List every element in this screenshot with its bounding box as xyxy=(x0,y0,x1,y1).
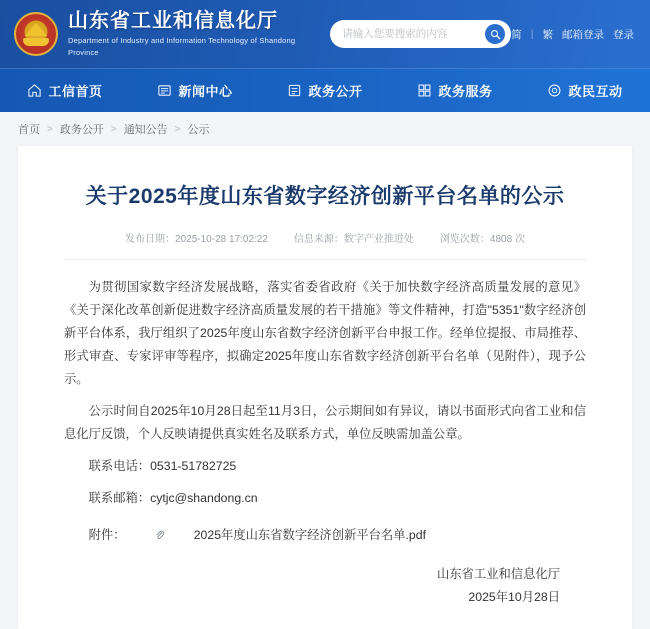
contact-email: 联系邮箱：cytjc@shandong.cn xyxy=(88,491,258,505)
lang-simplified-link[interactable]: 简 xyxy=(511,28,522,41)
attachment-link[interactable]: 2025年度山东省数字经济创新平台名单.pdf xyxy=(193,528,427,542)
news-icon xyxy=(157,83,172,98)
source-label: 信息来源： xyxy=(293,234,344,245)
source-value: 数字产业推进处 xyxy=(343,234,414,245)
views-value: 4808 xyxy=(489,234,513,245)
nav-item-news[interactable] xyxy=(130,69,260,112)
search-icon xyxy=(490,29,501,40)
breadcrumb-arrow-icon: > xyxy=(174,123,181,135)
article-paragraph: 公示时间自2025年10月28日起至11月3日，公示期间如有异议，请以书面形式向省工业和信息化厅反馈，个人反映请提供真实姓名及联系方式，单位反映需加盖公章。 xyxy=(64,404,586,441)
search-button[interactable] xyxy=(485,24,505,44)
signature-block xyxy=(64,563,586,609)
document-icon xyxy=(287,83,302,98)
publish-date-label: 发布日期： xyxy=(125,234,176,245)
nav-label: 工信首页 xyxy=(48,84,103,99)
views xyxy=(440,230,525,245)
breadcrumb xyxy=(0,112,650,146)
chat-icon xyxy=(547,83,562,98)
views-unit: 次 xyxy=(514,234,525,245)
nav-item-government-disclosure[interactable] xyxy=(260,69,390,112)
publish-date-value: 2025-10-28 17:02:22 xyxy=(175,234,268,245)
article-paragraph: 为贯彻国家数字经济发展战略，落实省委省政府《关于加快数字经济高质量发展的意见》《关于深化改革创新促进数字经济高质量发展的若干措施》等文件精神，打造"5351"数字经济创新平台体系，我厅组织了2025年度山东省数字经济创新平台申报工作。经单位提报、市局推荐、形式审查、专家评审等程序，拟确定2025年度山东省数字经济创新平台名单（见附件），现予公示。 xyxy=(64,280,586,386)
attachment-label: 附件： xyxy=(88,528,126,542)
breadcrumb-item-home[interactable]: 首页 xyxy=(18,124,40,136)
contact-phone: 联系电话：0531-51782725 xyxy=(88,459,237,473)
views-label: 浏览次数： xyxy=(439,234,490,245)
national-emblem-icon xyxy=(14,12,58,56)
header-divider: | xyxy=(530,28,534,40)
article-body xyxy=(64,260,586,609)
publish-date xyxy=(125,230,268,245)
source xyxy=(294,230,414,245)
paperclip-icon xyxy=(130,524,166,547)
site-name-cn: 山东省工业和信息化厅 xyxy=(68,10,278,32)
mail-login-link[interactable]: 邮箱登录 xyxy=(562,28,604,41)
nav-item-home[interactable] xyxy=(0,69,130,112)
attachment-row xyxy=(64,524,586,547)
nav-label: 政民互动 xyxy=(568,84,623,99)
article-meta xyxy=(64,230,586,260)
search-box[interactable] xyxy=(330,20,511,48)
login-link[interactable]: 登录 xyxy=(613,28,634,41)
breadcrumb-arrow-icon: > xyxy=(110,123,117,135)
service-icon xyxy=(417,83,432,98)
lang-traditional-link[interactable]: 繁 xyxy=(542,28,553,41)
search-input[interactable] xyxy=(342,28,485,40)
site-name-en: Department of Industry and Information Technology of Shandong Province xyxy=(68,36,296,57)
signature-date: 2025年10月28日 xyxy=(468,590,560,604)
main-nav xyxy=(0,68,650,112)
header-links xyxy=(511,27,636,42)
nav-item-government-service[interactable] xyxy=(390,69,520,112)
article-card xyxy=(18,146,632,629)
breadcrumb-item-publicity[interactable]: 公示 xyxy=(187,124,210,136)
nav-label: 政务公开 xyxy=(308,84,363,99)
nav-label: 新闻中心 xyxy=(178,84,233,99)
breadcrumb-item-notices[interactable]: 通知公告 xyxy=(123,124,168,136)
breadcrumb-item-disclosure[interactable]: 政务公开 xyxy=(59,124,104,136)
home-icon xyxy=(27,83,42,98)
breadcrumb-arrow-icon: > xyxy=(47,123,53,135)
nav-label: 政务服务 xyxy=(438,84,493,99)
site-header xyxy=(0,0,650,68)
nav-item-public-interaction[interactable] xyxy=(520,69,650,112)
page-title: 关于2025年度山东省数字经济创新平台名单的公示 xyxy=(85,185,565,208)
site-title-block xyxy=(68,9,306,59)
signature-org: 山东省工业和信息化厅 xyxy=(437,567,560,581)
